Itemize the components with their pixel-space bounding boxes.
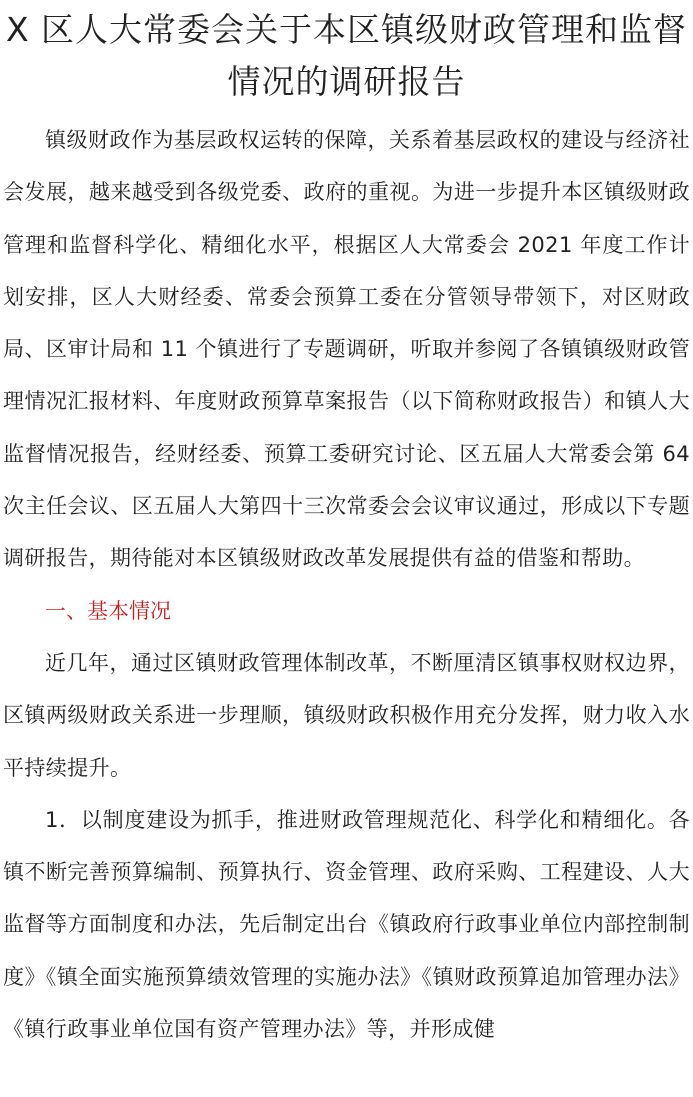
document-body	[0, 114, 693, 1055]
section-paragraph-2: 1．以制度建设为抓手，推进财政管理规范化、科学化和精细化。各镇不断完善预算编制、预算执行、资金管理、政府采购、工程建设、人大监督等方面制度和办法，先后制定出台《镇政府行政事业单位内部控制制度》《镇全面实施预算绩效管理的实施办法》《镇财政预算追加管理办法》《镇行政事业单位国有资产管理办法》等，并形成健	[3, 807, 690, 1042]
intro-paragraph: 镇级财政作为基层政权运转的保障，关系着基层政权的建设与经济社会发展，越来越受到各级党委、政府的重视。为进一步提升本区镇级财政管理和监督科学化、精细化水平，根据区人大常委会 2021 年度工作计划安排，区人大财经委、常委会预算工委在分管领导带领下，对区财政局、区审计局和 11 个镇进行了专题调研，听取并参阅了各镇镇级财政管理情况汇报材料、年度财政预算草案报告（以下简称财政报告）和镇人大监督情况报告，经财经委、预算工委研究讨论、区五届人大常委会第 64 次主任会议、区五届人大第四十三次常委会会议审议通过，形成以下专题调研报告，期待能对本区镇级财政改革发展提供有益的借鉴和帮助。	[3, 128, 690, 571]
section-paragraph-1: 近几年，通过区镇财政管理体制改革，不断厘清区镇事权财权边界，区镇两级财政关系进一步理顺，镇级财政积极作用充分发挥，财力收入水平持续提升。	[3, 650, 690, 780]
section-heading: 一、基本情况	[45, 598, 171, 623]
document-title: X 区人大常委会关于本区镇级财政管理和监督情况的调研报告	[5, 10, 688, 101]
